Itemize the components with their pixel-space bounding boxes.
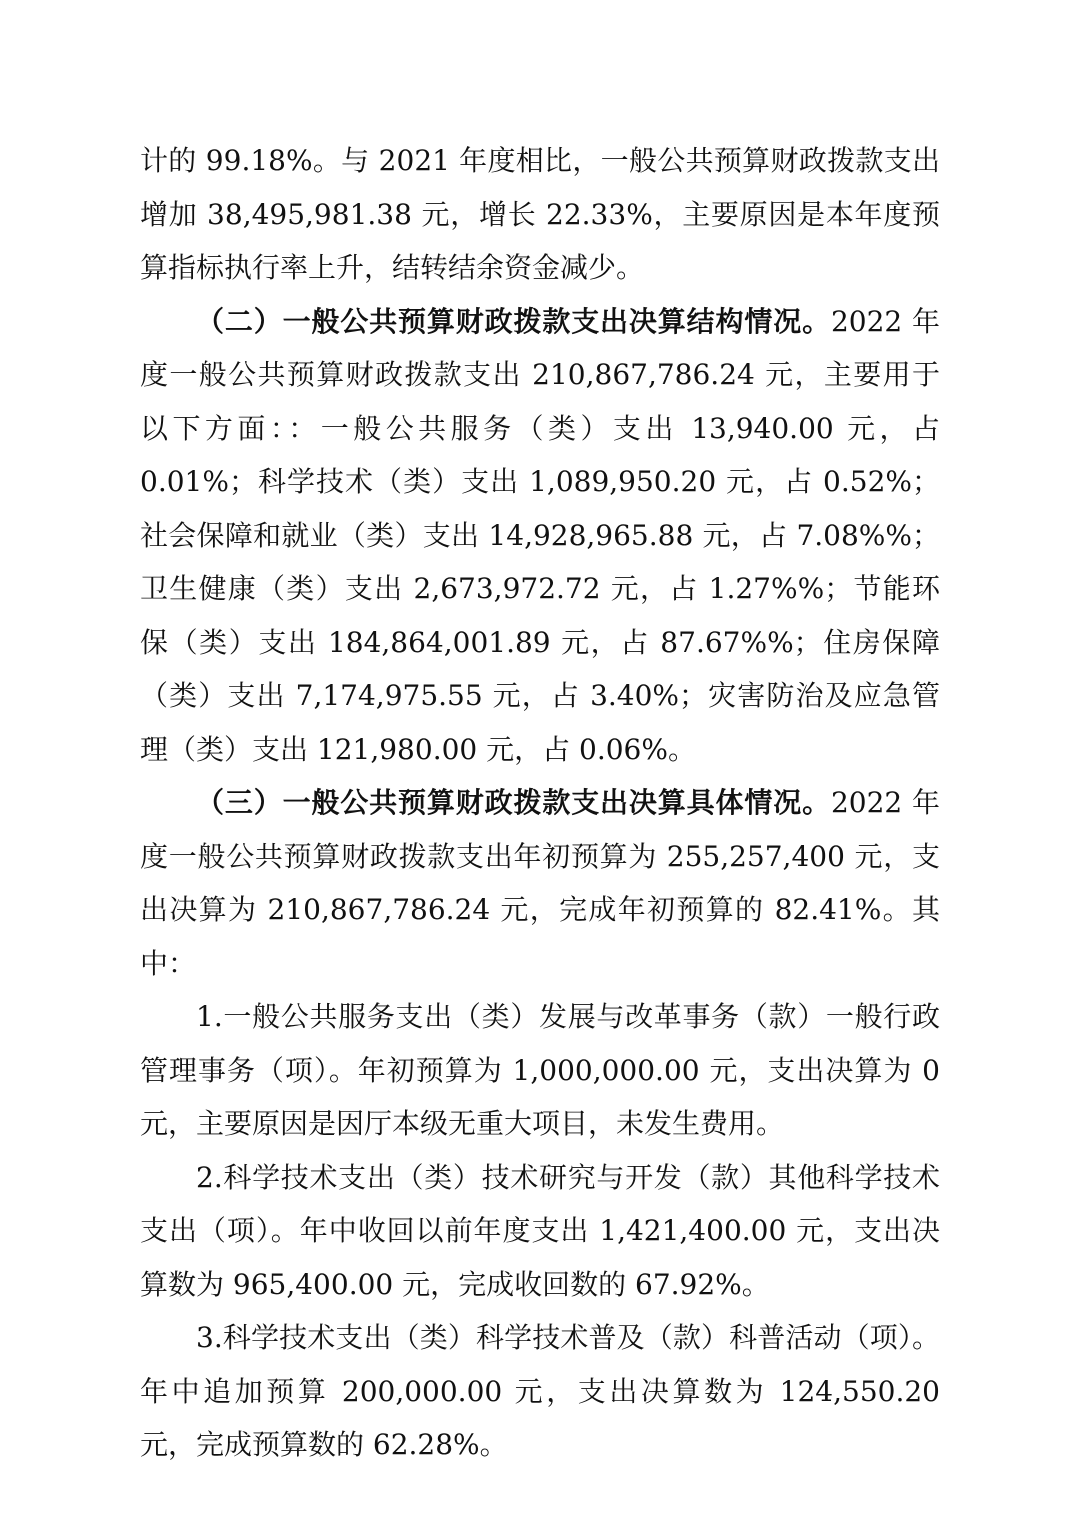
document-page bbox=[140, 134, 940, 1472]
list-item-science-research: 2.科学技术支出（类）技术研究与开发（款）其他科学技术支出（项）。年中收回以前年度支出 1,421,400.00 元，支出决算数为 965,400.00 元，完成收回数的 67.92%。 bbox=[140, 1160, 940, 1301]
section-heading-details: （三）一般公共预算财政拨款支出决算具体情况。 bbox=[196, 786, 831, 819]
section-body-structure: 2022 年度一般公共预算财政拨款支出 210,867,786.24 元，主要用于以下方面：：一般公共服务（类）支出 13,940.00 元，占 0.01%；科学技术（类）支出 1,089,950.20 元，占 0.52%；社会保障和就业（类）支出 14,928,965.88 元，占 7.08%%；卫生健康（类）支出 2,673,972.72 元，占 1.27%%；节能环保（类）支出 184,864,001.89 元，占 87.67%%；住房保障（类）支出 7,174,975.55 元，占 3.40%；灾害防治及应急管理（类）支出 121,980.00 元，占 0.06%。 bbox=[140, 304, 940, 766]
section-body-details: 2022 年度一般公共预算财政拨款支出年初预算为 255,257,400 元，支出决算为 210,867,786.24 元，完成年初预算的 82.41%。其中： bbox=[140, 786, 940, 980]
paragraph-expenditure-details bbox=[140, 776, 940, 990]
paragraph-expenditure-structure bbox=[140, 295, 940, 777]
section-heading-structure: （二）一般公共预算财政拨款支出决算结构情况。 bbox=[196, 304, 831, 338]
list-item-science-popularization: 3.科学技术支出（类）科学技术普及（款）科普活动（项）。年中追加预算 200,000.00 元，支出决算数为 124,550.20 元，完成预算数的 62.28%。 bbox=[140, 1321, 940, 1461]
list-item-general-services: 1.一般公共服务支出（类）发展与改革事务（款）一般行政管理事务（项）。年初预算为 1,000,000.00 元，支出决算为 0 元，主要原因是因厅本级无重大项目，未发生费用。 bbox=[140, 1000, 940, 1140]
paragraph-continuation: 计的 99.18%。与 2021 年度相比，一般公共预算财政拨款支出增加 38,495,981.38 元，增长 22.33%，主要原因是本年度预算指标执行率上升，结转结余资金减少。 bbox=[140, 144, 940, 284]
